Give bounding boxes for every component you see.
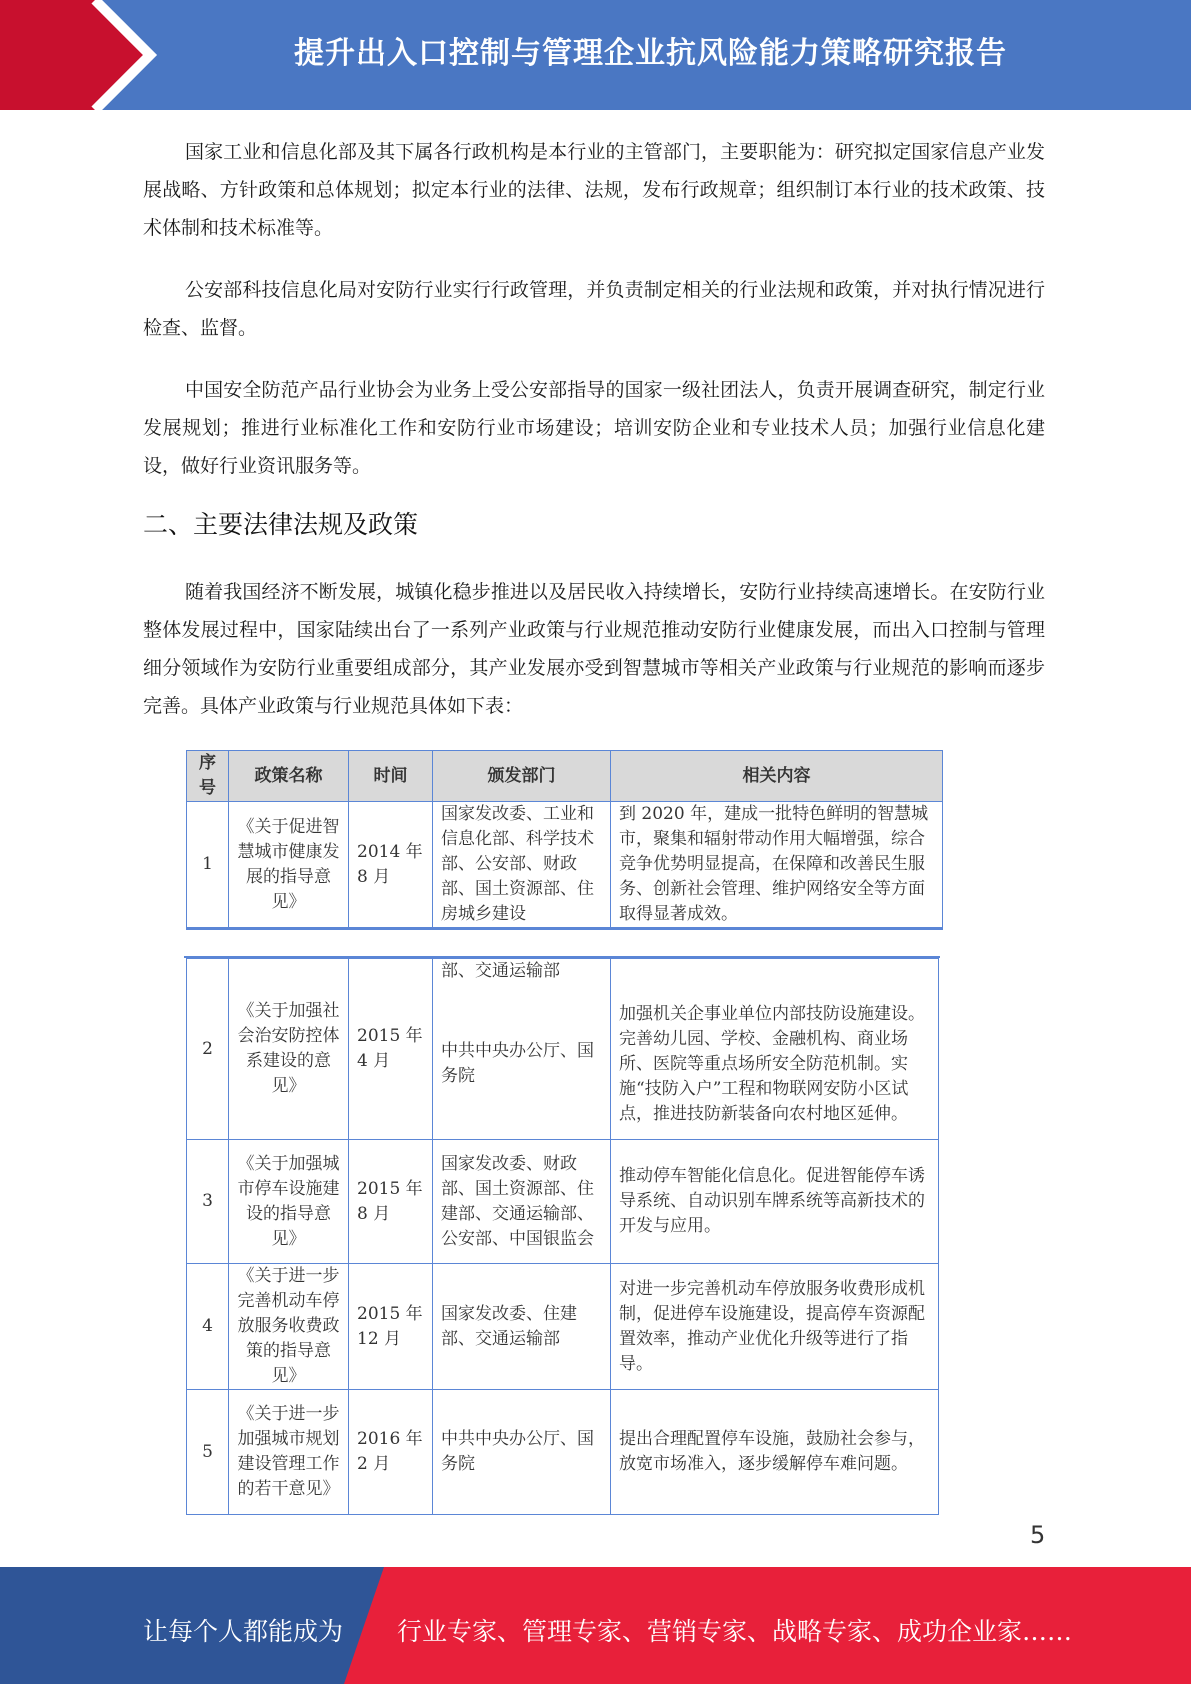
body-paragraph: 公安部科技信息化局对安防行业实行行政管理，并负责制定相关的行业法规和政策，并对执行情况进行检查、监督。: [143, 279, 1045, 339]
cell-content: 加强机关企事业单位内部技防设施建设。完善幼儿园、学校、金融机构、商业场所、医院等重点场所安全防范机制。实施“技防入户”工程和物联网安防小区试点，推进技防新装备向农村地区延伸。: [611, 959, 939, 1140]
page-number: 5: [1030, 1521, 1046, 1549]
footer-slogan-right: 行业专家、管理专家、营销专家、战略专家、成功企业家……: [397, 1617, 1073, 1646]
cell-policy-name: 《关于进一步完善机动车停放服务收费政策的指导意见》: [229, 1264, 349, 1390]
cell-no: 3: [187, 1140, 229, 1264]
cell-policy-name: 《关于促进智慧城市健康发展的指导意见》: [229, 802, 349, 929]
header-arrow-decoration: [0, 0, 170, 110]
page-header: [0, 0, 1191, 110]
cell-content: 对进一步完善机动车停放服务收费形成机制，促进停车设施建设，提高停车资源配置效率，推动产业优化升级等进行了指导。: [611, 1264, 939, 1390]
report-title: 提升出入口控制与管理企业抗风险能力策略研究报告: [294, 36, 1007, 71]
cell-policy-name: 《关于进一步加强城市规划建设管理工作的若干意见》: [229, 1390, 349, 1515]
cell-time: 2016 年 2 月: [349, 1390, 433, 1515]
table-row: [187, 959, 939, 1140]
body-paragraph: 随着我国经济不断发展，城镇化稳步推进以及居民收入持续增长，安防行业持续高速增长。在安防行业整体发展过程中，国家陆续出台了一系列产业政策与行业规范推动安防行业健康发展，而出入口控制与管理细分领域作为安防行业重要组成部分，其产业发展亦受到智慧城市等相关产业政策与行业规范的影响而逐步完善。具体产业政策与行业规范具体如下表：: [143, 581, 1045, 717]
body-paragraph: 国家工业和信息化部及其下属各行政机构是本行业的主管部门，主要职能为：研究拟定国家信息产业发展战略、方针政策和总体规划；拟定本行业的法律、法规，发布行政规章；组织制订本行业的技术政策、技术体制和技术标准等。: [143, 141, 1045, 239]
cell-policy-name: 《关于加强社会治安防控体系建设的意见》: [229, 959, 349, 1140]
cell-policy-name: 《关于加强城市停车设施建设的指导意见》: [229, 1140, 349, 1264]
cell-dept: 中共中央办公厅、国务院: [433, 1390, 611, 1515]
cell-dept: [433, 959, 611, 1140]
table-row: [187, 1390, 939, 1515]
header-cell-no: 序号: [187, 751, 229, 802]
cell-time: 2015 年 4 月: [349, 959, 433, 1140]
cell-no: 4: [187, 1264, 229, 1390]
paragraph-association: [143, 371, 1045, 485]
table-header-row: [187, 751, 943, 802]
page-footer: [0, 1567, 1191, 1684]
header-cell-time: 时间: [349, 751, 433, 802]
policy-table-part2: [186, 958, 939, 1515]
body-paragraph: 中国安全防范产品行业协会为业务上受公安部指导的国家一级社团法人，负责开展调查研究，制定行业发展规划；推进行业标准化工作和安防行业市场建设；培训安防企业和专业技术人员；加强行业信息化建设，做好行业资讯服务等。: [143, 379, 1045, 477]
cell-dept-text: 中共中央办公厅、国务院: [441, 1041, 594, 1086]
cell-dept: 国家发改委、工业和信息化部、科学技术部、公安部、财政部、国土资源部、住房城乡建设: [433, 802, 611, 929]
cell-time: 2015 年 12 月: [349, 1264, 433, 1390]
table-row: [187, 802, 943, 929]
paragraph-public-security: [143, 271, 1045, 347]
cell-dept: 国家发改委、财政部、国土资源部、住建部、交通运输部、公安部、中国银监会: [433, 1140, 611, 1264]
policy-table-part1: [186, 750, 943, 930]
header-cell-name: 政策名称: [229, 751, 349, 802]
header-cell-dept: 颁发部门: [433, 751, 611, 802]
cell-time: 2015 年 8 月: [349, 1140, 433, 1264]
paragraph-section-intro: [143, 573, 1045, 725]
cell-content: 推动停车智能化信息化。促进智能停车诱导系统、自动识别车牌系统等高新技术的开发与应用。: [611, 1140, 939, 1264]
cell-no: 2: [187, 959, 229, 1140]
table-row: [187, 1140, 939, 1264]
footer-slogan-left: 让每个人都能成为: [143, 1617, 344, 1646]
cell-dept-continuation: 部、交通运输部: [441, 961, 560, 981]
cell-dept: 国家发改委、住建部、交通运输部: [433, 1264, 611, 1390]
table-row: [187, 1264, 939, 1390]
cell-time: 2014 年 8 月: [349, 802, 433, 929]
cell-no: 5: [187, 1390, 229, 1515]
header-cell-content: 相关内容: [611, 751, 943, 802]
cell-no: 1: [187, 802, 229, 929]
cell-content: 提出合理配置停车设施，鼓励社会参与，放宽市场准入，逐步缓解停车难问题。: [611, 1390, 939, 1515]
cell-content: 到 2020 年，建成一批特色鲜明的智慧城市，聚集和辐射带动作用大幅增强，综合竞争优势明显提高，在保障和改善民生服务、创新社会管理、维护网络安全等方面取得显著成效。: [611, 802, 943, 929]
section-heading: 二、主要法律法规及政策: [143, 510, 419, 539]
paragraph-ministry: [143, 133, 1045, 247]
